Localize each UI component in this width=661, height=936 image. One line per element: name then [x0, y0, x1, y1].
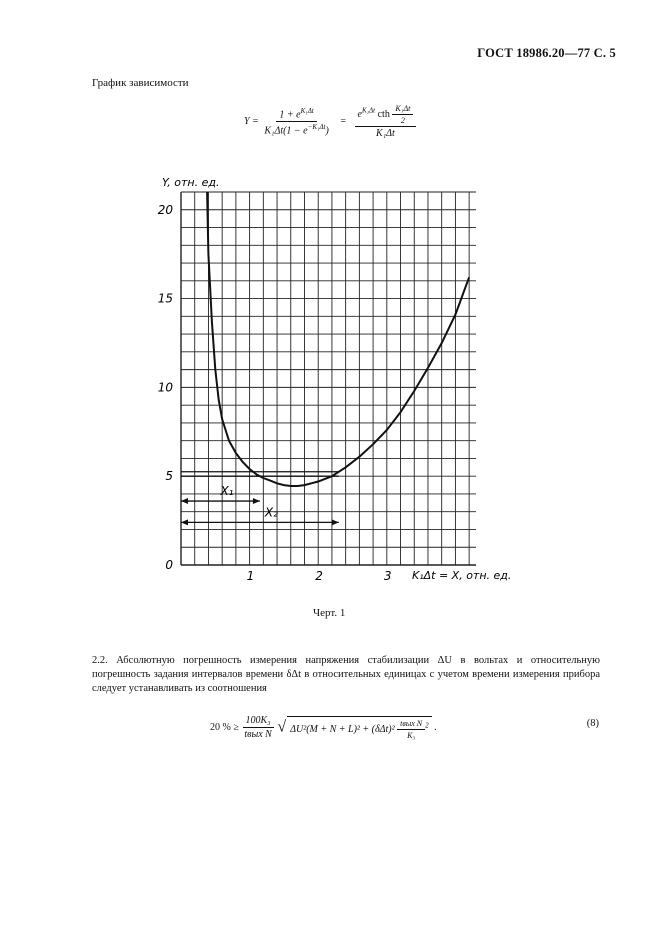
formula-fraction-2	[355, 104, 417, 139]
formula2-inner-exp: 2	[425, 720, 429, 729]
y-tick-label: 10	[157, 380, 173, 395]
x-tick-label: 3	[383, 569, 392, 583]
figure-caption: Черт. 1	[313, 607, 346, 619]
annotation-arrowhead-left	[181, 498, 188, 504]
chart-svg	[140, 170, 520, 590]
annotation-arrowhead-left	[181, 519, 188, 525]
radical-sign: √	[277, 718, 287, 736]
frac2-numerator-exp: K₁Δt	[361, 106, 376, 115]
y-tick-label: 0	[165, 558, 173, 572]
frac2-denominator: K₁Δt	[376, 128, 395, 139]
formula2-root-part-a: ΔU²(M + N + L)² + (δΔt)²	[290, 723, 395, 735]
formula-equals: =	[340, 115, 346, 127]
frac1-numerator: 1 + e	[279, 109, 301, 120]
frac1-numerator-exp: K₁Δt	[300, 106, 314, 115]
formula2-inner-num: tвых N	[397, 719, 425, 730]
formula2-inner-fraction	[397, 719, 425, 740]
formula2-tail: .	[434, 721, 437, 733]
formula-y	[244, 104, 416, 139]
chart-grid	[181, 192, 476, 565]
y-tick-label: 20	[157, 202, 173, 217]
x-tick-label: 2	[315, 569, 323, 583]
section-title: График зависимости	[92, 77, 189, 89]
formula2-numerator: 100K₃	[243, 715, 274, 728]
chart-series	[181, 192, 469, 486]
formula-8	[210, 715, 437, 740]
frac2-cth: cth	[377, 108, 390, 120]
annotation-arrowhead-right	[253, 498, 260, 504]
formula2-inner-den: K₃	[407, 730, 416, 740]
frac2-inner-fraction	[392, 104, 413, 125]
frac1-denominator-exp: −K₁Δt	[307, 123, 326, 131]
y-tick-label: 15	[157, 291, 173, 306]
equation-number: (8)	[586, 718, 599, 729]
annotation-label: X₂	[264, 505, 278, 520]
y-tick-label: 5	[165, 469, 173, 484]
formula-fraction-1	[261, 107, 332, 137]
series-curve	[207, 192, 469, 486]
frac1-denominator-tail: )	[325, 125, 329, 137]
frac2-inner-num: K₁Δt	[392, 104, 413, 115]
chart-annotations	[181, 484, 339, 525]
formula2-denominator: tвых N	[244, 729, 272, 740]
paragraph-2-2: 2.2. Абсолютную погрешность измерения напряжения стабилизации ΔU в вольтах и относительную погрешность задания интервалов времени δΔt в относительных единицах с учетом времени измерения прибора следует устанавливать из соотношения	[92, 655, 600, 694]
chart-x-label: K₁Δt = X, отн. ед.	[412, 569, 512, 582]
formula2-fraction	[241, 715, 275, 740]
formula-lhs: Y =	[244, 115, 259, 127]
frac2-numerator-base: e	[357, 108, 362, 120]
frac1-denominator: K₁Δt(1 − e	[264, 125, 308, 137]
formula2-under-root	[287, 716, 432, 740]
document-header: ГОСТ 18986.20—77 С. 5	[477, 46, 616, 60]
annotation-label: X₁	[220, 484, 234, 499]
chart-container	[140, 170, 520, 590]
annotation-arrowhead-right	[332, 519, 339, 525]
formula2-lhs: 20 % ≥	[210, 721, 239, 733]
frac2-inner-den: 2	[400, 116, 405, 125]
chart-y-label: Y, отн. ед.	[162, 176, 220, 189]
chart-ticks	[158, 203, 392, 583]
x-tick-label: 1	[246, 569, 255, 583]
